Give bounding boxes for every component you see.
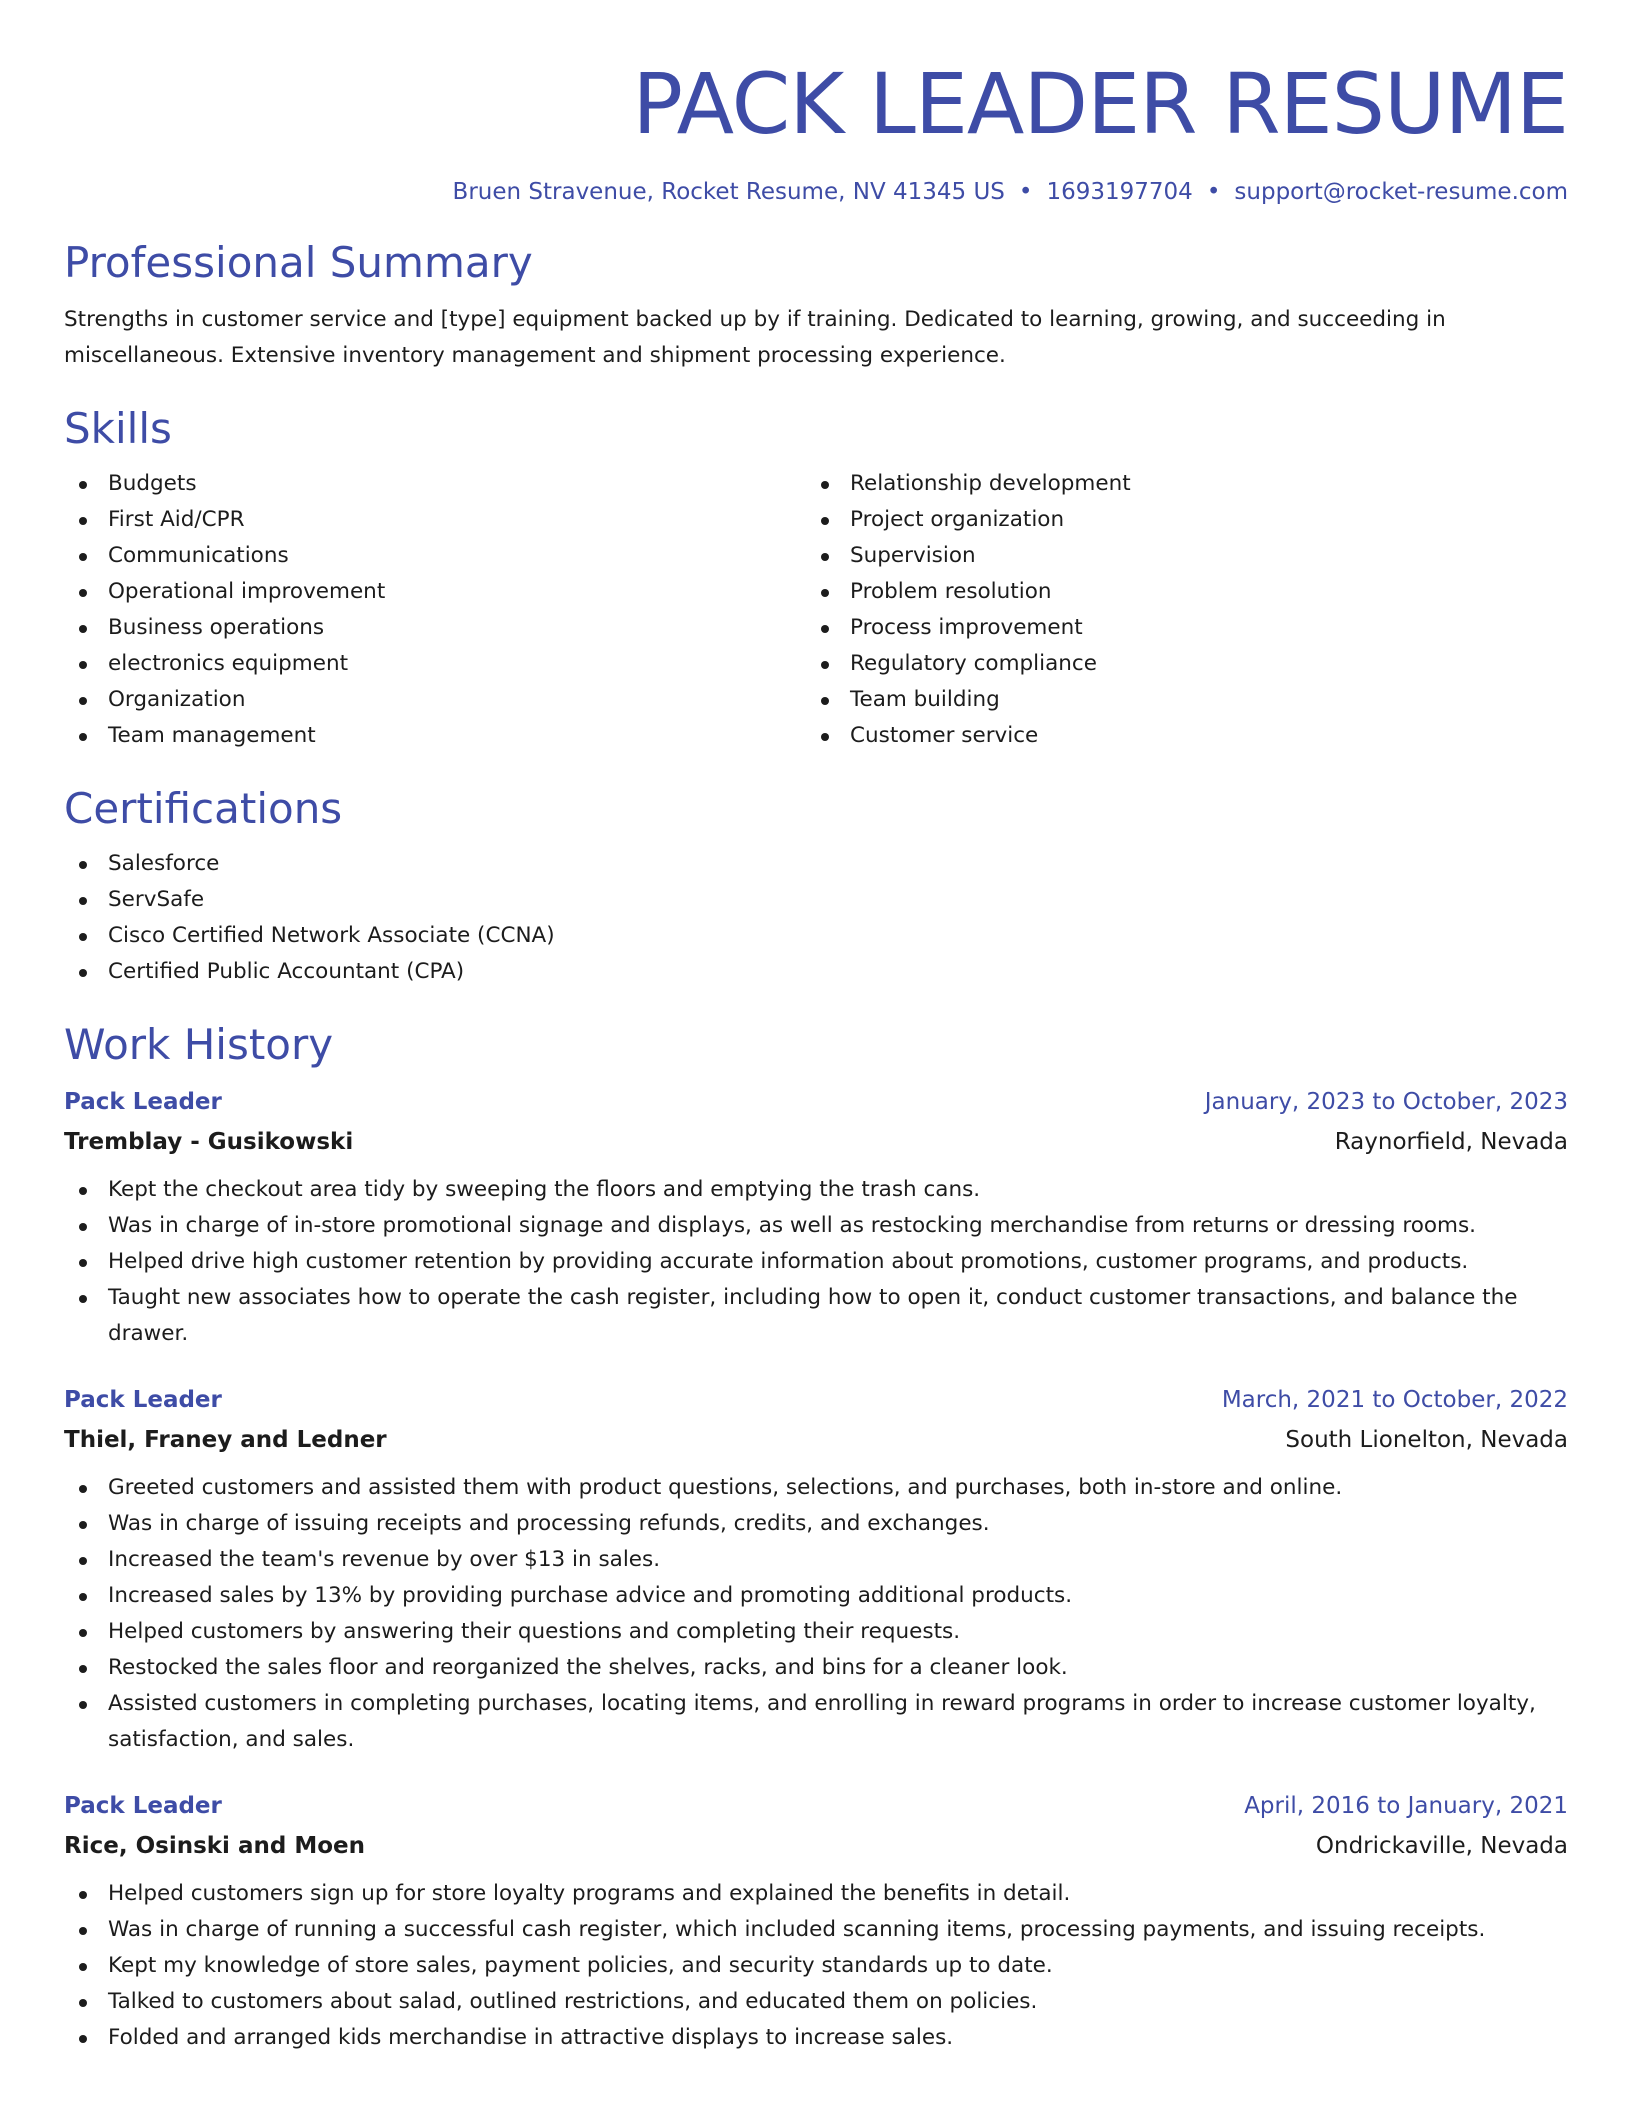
summary-text: Strengths in customer service and [type] equipment backed up by if training. Dedicated to learning, growing, and succeeding in miscellaneous. Extensive inventory management and shipment processing experience. (64, 307, 1446, 368)
skills-list-right (806, 466, 1548, 754)
skills-list-left (64, 466, 806, 754)
skills-heading: Skills (64, 404, 172, 453)
job-bullets (64, 1172, 1568, 1352)
job-bullet: Helped customers by answering their questions and completing their requests. (64, 1614, 1568, 1650)
skill-item: Process improvement (806, 610, 1548, 646)
skills-grid (64, 466, 1568, 754)
job-dates: January, 2023 to October, 2023 (1204, 1089, 1568, 1115)
contact-phone: 1693197704 (1046, 179, 1193, 205)
job-bullets (64, 1876, 1568, 2056)
job-subheader (64, 1126, 1568, 1158)
contact-separator: • (1206, 179, 1221, 205)
skill-item: Business operations (64, 610, 806, 646)
job-bullet: Helped customers sign up for store loyalty programs and explained the benefits in detail. (64, 1876, 1568, 1912)
job-bullet: Greeted customers and assisted them with product questions, selections, and purchases, both in-store and online. (64, 1470, 1568, 1506)
skill-item: Relationship development (806, 466, 1548, 502)
job-entry (64, 1384, 1568, 1758)
contact-address: Bruen Stravenue, Rocket Resume, NV 41345 US (452, 179, 1005, 205)
job-company: Rice, Osinski and Moen (64, 1833, 365, 1859)
resume-page (64, 0, 1568, 2056)
job-location: Ondrickaville, Nevada (1315, 1833, 1568, 1859)
job-dates: April, 2016 to January, 2021 (1244, 1793, 1568, 1819)
certification-item: Certified Public Accountant (CPA) (64, 954, 1568, 990)
job-bullet: Assisted customers in completing purchases, locating items, and enrolling in reward programs in order to increase customer loyalty, satisfaction, and sales. (64, 1686, 1568, 1758)
job-bullet: Taught new associates how to operate the cash register, including how to open it, conduct customer transactions, and balance the drawer. (64, 1280, 1568, 1352)
skill-item: Team management (64, 718, 806, 754)
skill-item: Customer service (806, 718, 1548, 754)
job-header (64, 1384, 1568, 1416)
job-title: Pack Leader (64, 1793, 222, 1819)
summary-heading: Professional Summary (64, 238, 533, 287)
job-dates: March, 2021 to October, 2022 (1221, 1387, 1568, 1413)
certification-item: Cisco Certified Network Associate (CCNA) (64, 918, 1568, 954)
job-bullets (64, 1470, 1568, 1758)
job-bullet: Increased the team's revenue by over $13 in sales. (64, 1542, 1568, 1578)
job-subheader (64, 1424, 1568, 1456)
contact-separator: • (1018, 179, 1033, 205)
job-header (64, 1790, 1568, 1822)
contact-line (64, 178, 1568, 206)
skill-item: First Aid/CPR (64, 502, 806, 538)
certifications-list (64, 846, 1568, 990)
job-bullet: Helped drive high customer retention by providing accurate information about promotions, customer programs, and products. (64, 1244, 1568, 1280)
job-title: Pack Leader (64, 1387, 222, 1413)
job-company: Thiel, Franey and Ledner (64, 1427, 387, 1453)
certification-item: Salesforce (64, 846, 1568, 882)
work-history-heading: Work History (64, 1020, 334, 1069)
job-bullet: Kept the checkout area tidy by sweeping the floors and emptying the trash cans. (64, 1172, 1568, 1208)
skill-item: Project organization (806, 502, 1548, 538)
job-header (64, 1086, 1568, 1118)
skill-item: Regulatory compliance (806, 646, 1548, 682)
job-bullet: Kept my knowledge of store sales, payment policies, and security standards up to date. (64, 1948, 1568, 1984)
skill-item: Supervision (806, 538, 1548, 574)
skill-item: Budgets (64, 466, 806, 502)
resume-name: PACK LEADER RESUME (632, 55, 1568, 153)
contact-email: support@rocket-resume.com (1234, 179, 1568, 205)
job-bullet: Was in charge of issuing receipts and processing refunds, credits, and exchanges. (64, 1506, 1568, 1542)
job-location: Raynorfield, Nevada (1334, 1129, 1568, 1155)
job-entry (64, 1086, 1568, 1352)
skill-item: Team building (806, 682, 1548, 718)
skill-item: Communications (64, 538, 806, 574)
job-bullet: Was in charge of running a successful cash register, which included scanning items, processing payments, and issuing receipts. (64, 1912, 1568, 1948)
certifications-heading: Certifications (64, 784, 343, 833)
job-subheader (64, 1830, 1568, 1862)
job-company: Tremblay - Gusikowski (64, 1129, 354, 1155)
certification-item: ServSafe (64, 882, 1568, 918)
job-entry (64, 1790, 1568, 2056)
skill-item: Problem resolution (806, 574, 1548, 610)
job-bullet: Folded and arranged kids merchandise in attractive displays to increase sales. (64, 2020, 1568, 2056)
job-bullet: Restocked the sales floor and reorganized the shelves, racks, and bins for a cleaner look. (64, 1650, 1568, 1686)
job-title: Pack Leader (64, 1089, 222, 1115)
job-location: South Lionelton, Nevada (1285, 1427, 1568, 1453)
job-bullet: Was in charge of in-store promotional signage and displays, as well as restocking merchandise from returns or dressing rooms. (64, 1208, 1568, 1244)
skill-item: electronics equipment (64, 646, 806, 682)
skill-item: Organization (64, 682, 806, 718)
job-bullet: Increased sales by 13% by providing purchase advice and promoting additional products. (64, 1578, 1568, 1614)
job-bullet: Talked to customers about salad, outlined restrictions, and educated them on policies. (64, 1984, 1568, 2020)
skill-item: Operational improvement (64, 574, 806, 610)
